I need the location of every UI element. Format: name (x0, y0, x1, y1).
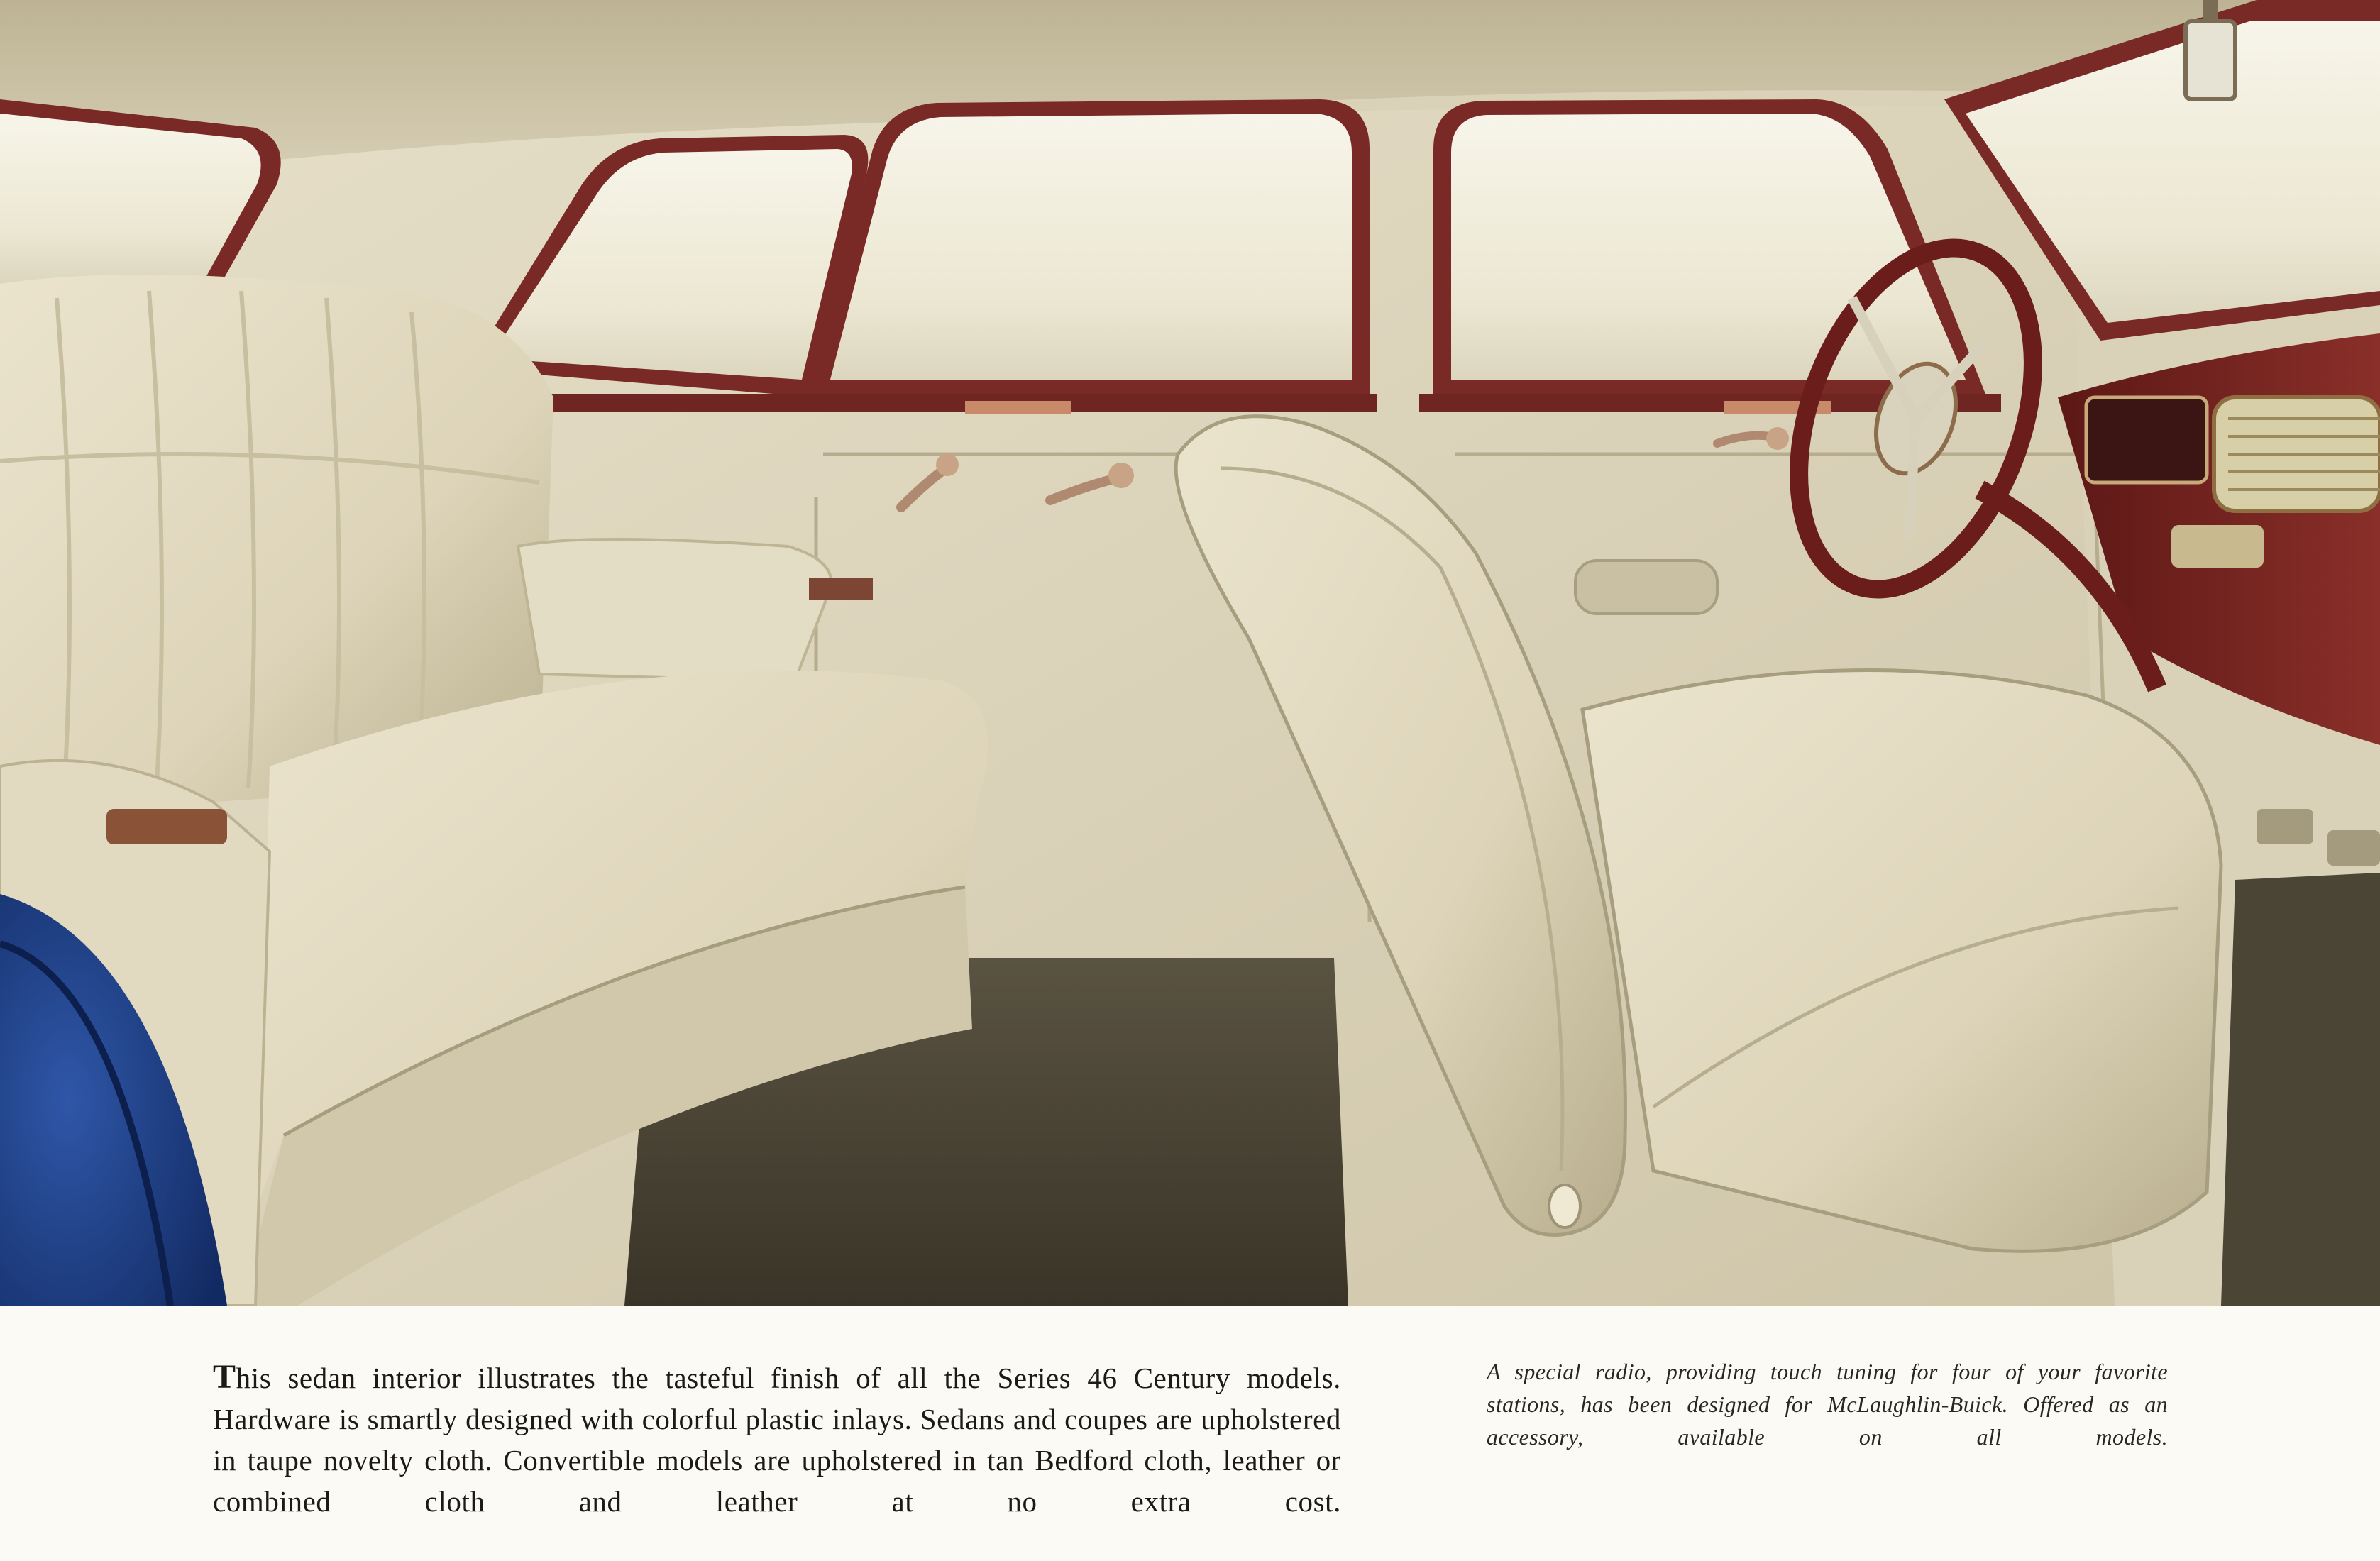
caption-area (0, 1306, 2380, 1561)
caption-main-text: his sedan interior illustrates the tasteful finish of all the Series 46 Century models. Hardware is smartly designed with colorful plastic inlays. Sedans and coupes are upholstered in taupe novelty cloth. Convertible models are upholstered in tan Bedford cloth, leather or combined cloth and leather at no extra cost. (213, 1362, 1341, 1518)
caption-dropcap: T (213, 1358, 236, 1396)
main-caption (213, 1357, 1341, 1522)
radio-caption: A special radio, providing touch tuning for four of your favorite stations, has been designed for McLaughlin-Buick. Offered as an accessory, available on all models. (1487, 1359, 2168, 1450)
